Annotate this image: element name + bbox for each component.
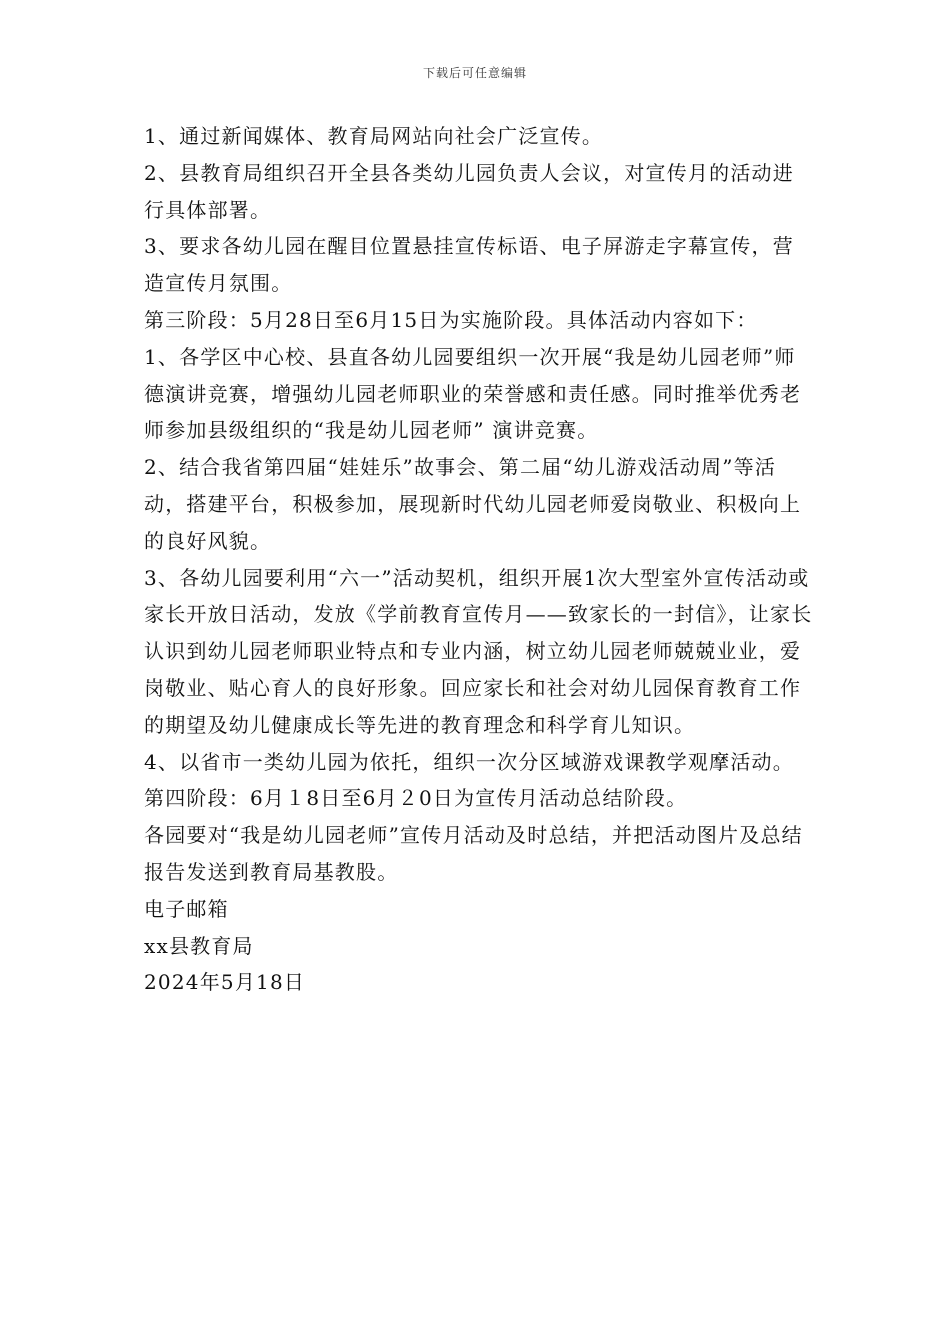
paragraph-stage-four: 第四阶段：6月１8日至6月２0日为宣传月活动总结阶段。 (144, 786, 688, 811)
paragraph-summary: 各园要对“我是幼儿园老师”宣传月活动及时总结，并把活动图片及总结报告发送到教育局基教股。 (144, 823, 803, 884)
paragraph-email: 电子邮箱 (144, 896, 229, 921)
signature-bureau: xx县教育局 (144, 933, 254, 958)
paragraph-publicity-media: 1、通过新闻媒体、教育局网站向社会广泛宣传。 (144, 124, 604, 148)
paragraph-stage-three: 第三阶段：5月28日至6月15日为实施阶段。具体活动内容如下： (144, 307, 758, 332)
document-body (144, 118, 814, 1001)
paragraph-observation: 4、以省市一类幼儿园为依托，组织一次分区域游戏课教学观摩活动。 (144, 749, 794, 774)
signature-date: 2024年5月18日 (144, 970, 306, 995)
paragraph-slogans: 3、要求各幼儿园在醒目位置悬挂宣传标语、电子屏游走字幕宣传，营造宣传月氛围。 (144, 234, 794, 296)
paragraph-story-event: 2、结合我省第四届“娃娃乐”故事会、第二届“幼儿游戏活动周”等活动，搭建平台，积极参加，展现新时代幼儿园老师爱岗敬业、积极向上的良好风貌。 (144, 455, 802, 553)
paragraph-principal-meeting: 2、县教育局组织召开全县各类幼儿园负责人会议，对宣传月的活动进行具体部署。 (144, 160, 794, 222)
paragraph-speech-contest: 1、各学区中心校、县直各幼儿园要组织一次开展“我是幼儿园老师”师德演讲竞赛，增强幼儿园老师职业的荣誉感和责任感。同时推举优秀老师参加县级组织的“我是幼儿园老师” 演讲竞赛。 (144, 344, 802, 443)
paragraph-childrens-day: 3、各幼儿园要利用“六一”活动契机，组织开展1次大型室外宣传活动或家长开放日活动，发放《学前教育宣传月——致家长的一封信》，让家长认识到幼儿园老师职业特点和专业内涵，树立幼儿园老师兢兢业业，爱岗敬业、贴心育人的良好形象。回应家长和社会对幼儿园保育教育工作的期望及幼儿健康成长等先进的教育理念和科学育儿知识。 (144, 565, 813, 737)
page-header-note: 下载后可任意编辑 (422, 66, 527, 80)
